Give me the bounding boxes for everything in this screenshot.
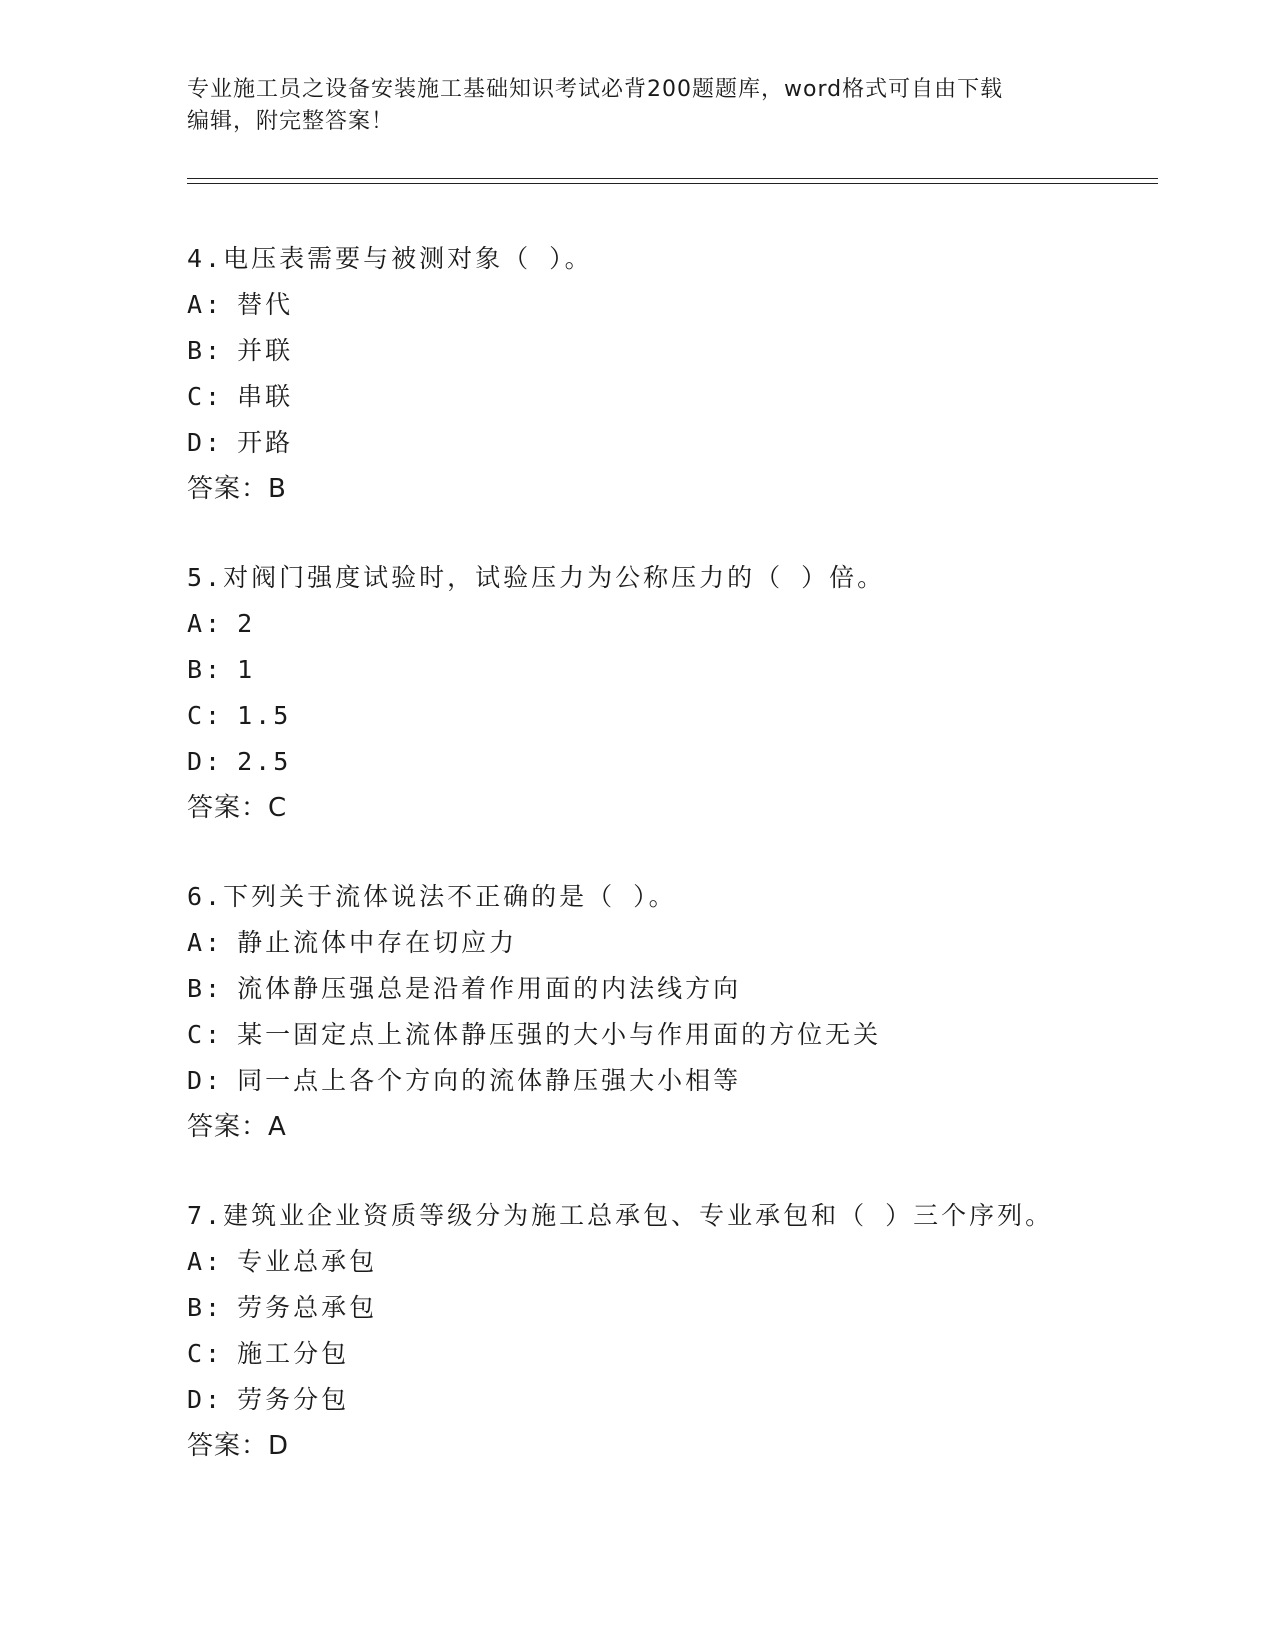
option-letter: C: (187, 1020, 224, 1049)
question-7 (187, 1193, 1187, 1469)
option-a (187, 282, 1187, 328)
option-letter: C: (187, 701, 224, 730)
option-c (187, 1331, 1187, 1377)
question-4 (187, 236, 1187, 512)
option-letter: D: (187, 1066, 224, 1095)
option-text: 并联 (237, 336, 294, 365)
answer-line: 答案：A (187, 1112, 287, 1142)
header-line-2: 编辑，附完整答案！ (187, 109, 395, 134)
option-text: 串联 (237, 382, 294, 411)
option-c (187, 1012, 1187, 1058)
option-letter: A: (187, 290, 224, 319)
option-text: 2 (237, 609, 256, 638)
option-text: 1.5 (237, 701, 292, 730)
option-d (187, 1058, 1187, 1104)
answer-line: 答案：D (187, 1431, 290, 1461)
option-text: 开路 (237, 428, 294, 457)
question-5 (187, 555, 1187, 831)
header-divider-top (187, 178, 1158, 179)
option-letter: B: (187, 1293, 224, 1322)
option-c (187, 374, 1187, 420)
option-letter: D: (187, 428, 224, 457)
option-letter: C: (187, 382, 224, 411)
option-text: 静止流体中存在切应力 (237, 928, 518, 957)
option-text: 1 (237, 655, 256, 684)
option-b (187, 966, 1187, 1012)
option-text: 施工分包 (237, 1339, 350, 1368)
option-text: 2.5 (237, 747, 292, 776)
option-a (187, 920, 1187, 966)
option-letter: B: (187, 655, 224, 684)
option-d (187, 1377, 1187, 1423)
answer-line: 答案：C (187, 793, 288, 823)
option-text: 某一固定点上流体静压强的大小与作用面的方位无关 (237, 1020, 882, 1049)
question-stem: 5.对阀门强度试验时，试验压力为公称压力的（ ）倍。 (187, 563, 886, 592)
option-text: 同一点上各个方向的流体静压强大小相等 (237, 1066, 742, 1095)
option-a (187, 601, 1187, 647)
option-text: 劳务分包 (237, 1385, 350, 1414)
header-line-1: 专业施工员之设备安装施工基础知识考试必背200题题库，word格式可自由下载 (187, 77, 1004, 102)
question-stem: 6.下列关于流体说法不正确的是（ ）。 (187, 882, 677, 911)
option-text: 专业总承包 (237, 1247, 378, 1276)
question-stem: 7.建筑业企业资质等级分为施工总承包、专业承包和（ ）三个序列。 (187, 1201, 1054, 1230)
option-letter: C: (187, 1339, 224, 1368)
option-text: 劳务总承包 (237, 1293, 378, 1322)
answer-line: 答案：B (187, 474, 287, 504)
option-d (187, 739, 1187, 785)
option-text: 替代 (237, 290, 294, 319)
option-letter: D: (187, 1385, 224, 1414)
option-letter: A: (187, 609, 224, 638)
option-b (187, 647, 1187, 693)
option-text: 流体静压强总是沿着作用面的内法线方向 (237, 974, 742, 1003)
option-letter: B: (187, 974, 224, 1003)
question-stem: 4.电压表需要与被测对象（ ）。 (187, 244, 593, 273)
option-letter: B: (187, 336, 224, 365)
option-d (187, 420, 1187, 466)
option-b (187, 1285, 1187, 1331)
header-divider-bottom (187, 183, 1158, 184)
option-a (187, 1239, 1187, 1285)
option-letter: A: (187, 928, 224, 957)
document-header (187, 74, 1087, 138)
option-b (187, 328, 1187, 374)
option-letter: A: (187, 1247, 224, 1276)
question-list (187, 236, 1187, 1512)
option-c (187, 693, 1187, 739)
option-letter: D: (187, 747, 224, 776)
question-6 (187, 874, 1187, 1150)
